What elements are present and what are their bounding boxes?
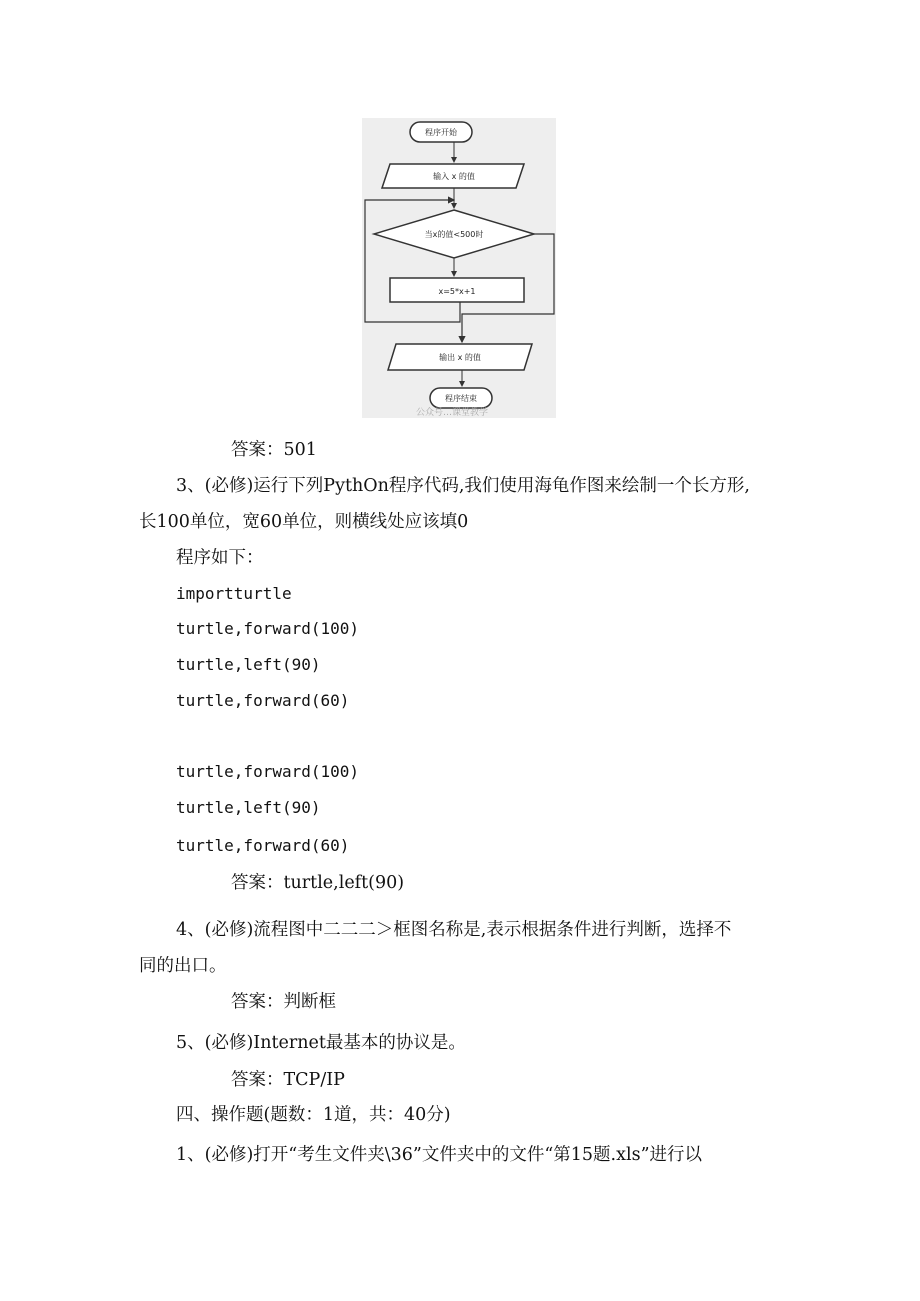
- code-line: turtle,forward(60): [176, 691, 350, 710]
- q3-text-line1: 3、(必修)运行下列PythOn程序代码,我们使用海龟作图来绘制一个长方形,: [176, 476, 750, 496]
- end-label: 程序结束: [445, 394, 477, 403]
- q2-answer: 答案：501: [231, 440, 317, 460]
- code-line: importturtle: [176, 584, 292, 603]
- q5-text: 5、(必修)Internet最基本的协议是。: [176, 1033, 466, 1053]
- start-label: 程序开始: [425, 128, 457, 137]
- q3-answer: 答案：turtle,left(90): [231, 873, 405, 893]
- process-label: x=5*x+1: [438, 287, 476, 296]
- code-line: turtle,left(90): [176, 655, 321, 674]
- code-line: turtle,forward(100): [176, 619, 360, 638]
- q4-text-line2: 同的出口。: [139, 956, 227, 976]
- output-label: 输出 x 的值: [439, 353, 481, 362]
- code-line: turtle,forward(60): [176, 836, 350, 855]
- q3-intro: 程序如下：: [176, 548, 264, 568]
- flowchart-figure: [362, 118, 556, 418]
- q4-text-line1: 4、(必修)流程图中二二二＞框图名称是,表示根据条件进行判断，选择不: [176, 920, 732, 940]
- q5-answer: 答案：TCP/IP: [231, 1070, 345, 1090]
- code-line: turtle,left(90): [176, 798, 321, 817]
- watermark-text: 公众号…课堂教学: [416, 408, 489, 418]
- op1-text: 1、(必修)打开“考生文件夹\36”文件夹中的文件“第15题.xls”进行以: [176, 1145, 703, 1165]
- q3-text-line2: 长100单位，宽60单位，则横线处应该填0: [139, 512, 469, 532]
- q4-answer: 答案：判断框: [231, 992, 336, 1012]
- code-line: turtle,forward(100): [176, 762, 360, 781]
- section-heading: 四、操作题(题数：1道，共：40分): [176, 1105, 451, 1125]
- flowchart-svg: [362, 118, 556, 418]
- decision-label: 当x的值<500时: [424, 230, 484, 239]
- input-label: 输入 x 的值: [433, 172, 475, 181]
